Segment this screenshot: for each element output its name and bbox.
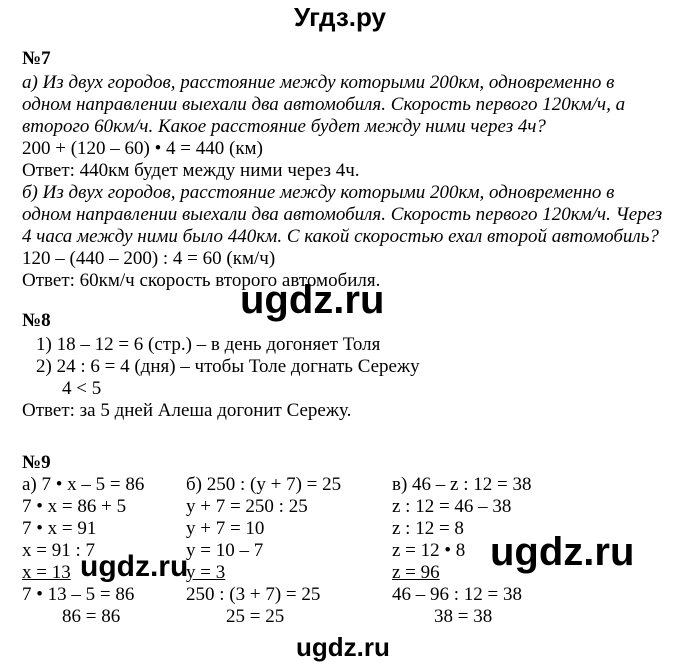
watermark-ugdz: ugdz.ru bbox=[490, 530, 635, 574]
task9-b-check-result: 25 = 25 bbox=[226, 606, 285, 627]
task7-b-solution: 120 – (440 – 200) : 4 = 60 (км/ч) bbox=[22, 248, 276, 269]
task9-a-line: 7 • х = 86 + 5 bbox=[22, 496, 127, 517]
task9-c-check-result: 38 = 38 bbox=[434, 606, 493, 627]
task7-a-line2: одном направлении выехали два автомобиля. Скорость первого 120км/ч, а bbox=[22, 94, 626, 115]
task9-c-line: z : 12 = 46 – 38 bbox=[392, 496, 512, 517]
watermark-ugdz: ugdz.ru bbox=[296, 632, 390, 662]
task7-b-line2: одном направлении выехали два автомобиля. Скорость первого 120км/ч. Через bbox=[22, 204, 663, 225]
task9-a-line: а) 7 • х – 5 = 86 bbox=[22, 474, 145, 495]
task9-c-line: в) 46 – z : 12 = 38 bbox=[392, 474, 532, 495]
task7-number: №7 bbox=[22, 48, 51, 69]
task7-b-answer: Ответ: 60км/ч скорость второго автомобиля. bbox=[22, 270, 381, 291]
task7-a-solution: 200 + (120 – 60) • 4 = 440 (км) bbox=[22, 138, 263, 159]
task7-b-line1: б) Из двух городов, расстояние между которыми 200км, одновременно в bbox=[22, 182, 615, 203]
task9-b-line: у + 7 = 250 : 25 bbox=[186, 496, 308, 517]
task9-b-result: у = 3 bbox=[186, 562, 226, 583]
task7-a-line1: а) Из двух городов, расстояние между которыми 200км, одновременно в bbox=[22, 72, 615, 93]
task9-b-line: у + 7 = 10 bbox=[186, 518, 265, 539]
task7-a-answer: Ответ: 440км будет между ними через 4ч. bbox=[22, 160, 360, 181]
task9-number: №9 bbox=[22, 452, 51, 473]
task9-b-line: у = 10 – 7 bbox=[186, 540, 264, 561]
task9-c-result: z = 96 bbox=[392, 562, 440, 583]
task9-c-line: z = 12 • 8 bbox=[392, 540, 466, 561]
task9-a-check: 7 • 13 – 5 = 86 bbox=[22, 584, 135, 605]
task8-step1: 1) 18 – 12 = 6 (стр.) – в день догоняет Толя bbox=[36, 334, 381, 355]
task8-step2: 2) 24 : 6 = 4 (дня) – чтобы Толе догнать Сережу bbox=[36, 356, 420, 377]
task9-a-line: х = 91 : 7 bbox=[22, 540, 95, 561]
task9-a-line: 7 • х = 91 bbox=[22, 518, 97, 539]
task9-c-line: z : 12 = 8 bbox=[392, 518, 464, 539]
task9-b-line: б) 250 : (у + 7) = 25 bbox=[186, 474, 342, 495]
task8-compare: 4 < 5 bbox=[62, 378, 102, 399]
watermark-ugdz: ugdz.ru bbox=[80, 550, 189, 583]
page-header-title: Угдз.ру bbox=[294, 2, 386, 32]
watermark-ugdz: ugdz.ru bbox=[240, 278, 385, 322]
task7-a-line3: второго 60км/ч. Какое расстояние будет между ними через 4ч? bbox=[22, 116, 546, 137]
task7-b-line3: 4 часа между ними было 440км. С какой скоростью ехал второй автомобиль? bbox=[22, 226, 659, 247]
task8-answer: Ответ: за 5 дней Алеша догонит Сережу. bbox=[22, 400, 352, 421]
task9-a-check-result: 86 = 86 bbox=[62, 606, 121, 627]
task8-number: №8 bbox=[22, 310, 51, 331]
task9-a-result: х = 13 bbox=[22, 562, 71, 583]
task9-c-check: 46 – 96 : 12 = 38 bbox=[392, 584, 522, 605]
task9-b-check: 250 : (3 + 7) = 25 bbox=[186, 584, 321, 605]
